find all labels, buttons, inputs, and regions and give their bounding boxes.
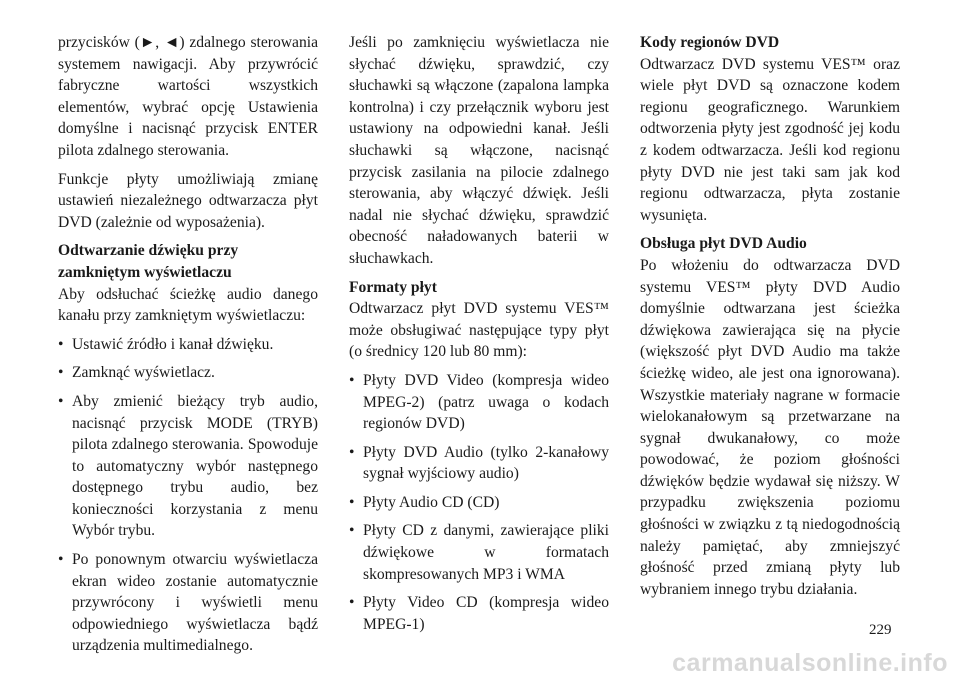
list-item-text: Płyty DVD Video (kompresja wideo MPEG-2) (patrz uwaga o kodach regionów DVD) — [363, 371, 609, 433]
section-heading: Odtwarzanie dźwięku przy zamkniętym wyświetlaczu — [58, 242, 239, 281]
section-heading: Kody regionów DVD — [640, 34, 780, 51]
list-item — [58, 334, 318, 356]
bullet-glyph: • — [349, 371, 355, 389]
list-item-text: Po ponownym otwarciu wyświetlacza ekran wideo zostanie automatycznie przywrócony i wyświetli menu odpowiedniego wyświetlacza bądź urządzenia multimedialnego. — [72, 551, 318, 655]
list-item-text: Zamknąć wyświetlacz. — [72, 364, 215, 382]
bullet-glyph: • — [58, 364, 64, 382]
paragraph: Aby odsłuchać ścieżkę audio danego kanału przy zamkniętym wyświetlaczu: — [58, 285, 318, 325]
column-left — [58, 32, 318, 664]
list-item — [349, 520, 609, 585]
list-item — [349, 492, 609, 514]
list-item-text: Aby zmienić bieżący tryb audio, nacisnąć przycisk MODE (TRYB) pilota zdalnego sterowania. Spowoduje to automatyczny wybór następnego dostępnego trybu audio, bez konieczności korzystania z menu Wybór trybu. — [72, 392, 318, 540]
bullet-glyph: • — [349, 594, 355, 612]
column-right — [640, 32, 900, 607]
watermark: carmanualsonline.info — [672, 649, 948, 677]
list-item-text: Płyty CD z danymi, zawierające pliki dźwiękowe w formatach skompresowanych MP3 i WMA — [363, 522, 609, 583]
bullet-glyph: • — [58, 335, 64, 353]
paragraph: Odtwarzacz DVD systemu VES™ oraz wiele płyt DVD są oznaczone kodem regionu geograficznego. Warunkiem odtworzenia płyty jest zgodność jej kodu z kodem odtwarzacza. Jeśli kod regionu płyty DVD nie jest taki sam jak kod regionu odtwarzacza, płyta zostanie wysunięta. — [640, 55, 900, 224]
list-item — [58, 362, 318, 384]
list-item — [349, 592, 609, 635]
section-heading: Obsługa płyt DVD Audio — [640, 235, 807, 253]
bullet-list — [349, 370, 609, 636]
page-number: 229 — [869, 622, 892, 638]
bullet-glyph: • — [349, 493, 355, 511]
paragraph: Odtwarzacz płyt DVD systemu VES™ może obsługiwać następujące typy płyt (o średnicy 120 lub 80 mm): — [349, 300, 609, 361]
list-item — [349, 370, 609, 435]
list-item-text: Płyty Audio CD (CD) — [363, 493, 500, 511]
paragraph: Jeśli po zamknięciu wyświetlacza nie słychać dźwięku, sprawdzić, czy słuchawki są włączone (zapalona lampka kontrolna) i czy przełącznik wyboru jest ustawiony na odpowiedni kanał. Jeśli słuchawki są włączone, nacisnąć przycisk zasilania na pilocie zdalnego sterowania, aby włączyć dźwięk. Jeśli nadal nie słychać dźwięku, sprawdzić obecność naładowanych baterii w słuchawkach. — [349, 34, 609, 267]
list-item-text: Ustawić źródło i kanał dźwięku. — [72, 335, 274, 353]
list-item — [58, 391, 318, 542]
bullet-list — [58, 334, 318, 657]
paragraph: Funkcje płyty umożliwiają zmianę ustawień niezależnego odtwarzacza płyt DVD (zależnie od wyposażenia). — [58, 170, 318, 231]
bullet-glyph: • — [58, 551, 64, 569]
bullet-glyph: • — [349, 522, 355, 540]
section-heading: Formaty płyt — [349, 278, 437, 296]
column-middle — [349, 32, 609, 642]
bullet-glyph: • — [58, 392, 64, 410]
bullet-glyph: • — [349, 443, 355, 461]
list-item-text: Płyty DVD Audio (tylko 2-kanałowy sygnał wyjściowy audio) — [363, 443, 609, 483]
paragraph: Po włożeniu do odtwarzacza DVD systemu VES™ płyty DVD Audio domyślnie odtwarzana jest ścieżka dźwiękowa zawierająca się na płycie (większość płyt DVD Audio ma także ścieżkę wideo, ale jest ona ignorowana). Wszystkie materiały nagrane w formacie wielokanałowym są przetwarzane na sygnał dwukanałowy, co może powodować, że poziom głośności dźwięków będzie wydawał się niższy. W przypadku zwiększenia poziomu głośności w związku z tą niedogodnością należy pamiętać, aby zmniejszyć głośność przed zmianą płyty lub wybraniem innego trybu działania. — [640, 256, 900, 598]
list-item — [58, 549, 318, 657]
list-item-text: Płyty Video CD (kompresja wideo MPEG-1) — [363, 594, 609, 633]
paragraph: przycisków (►, ◄) zdalnego sterowania systemem nawigacji. Aby przywrócić fabryczne wartości wszystkich elementów, wybrać opcję Ustawienia domyślne i nacisnąć przycisk ENTER pilota zdalnego sterowania. — [58, 34, 318, 159]
list-item — [349, 442, 609, 485]
